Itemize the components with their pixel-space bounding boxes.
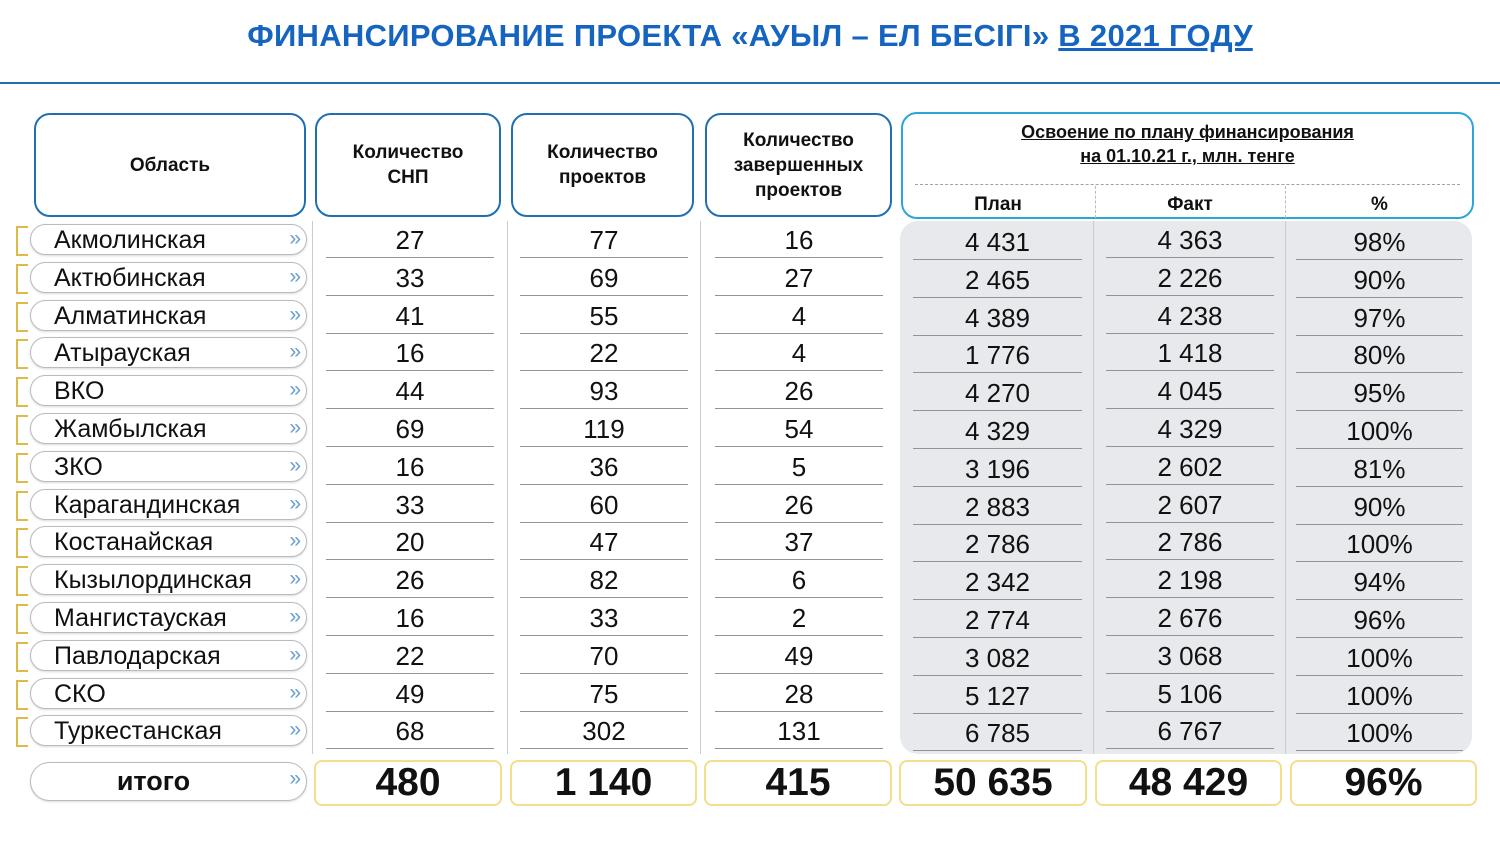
region-pill [30,678,307,709]
total-label-pill [30,762,307,801]
cell-snp: 26 [395,565,425,595]
row-bracket [16,717,28,747]
title-divider [0,82,1500,84]
header-financing-line1: Освоение по плану финансирования [1021,122,1354,142]
cell-underline [1106,559,1274,560]
header-completed [705,113,892,217]
cell-projects: 22 [589,338,619,368]
header-plan: План [974,194,1022,215]
row-bracket [16,566,28,596]
chevron-right-icon: » [289,340,301,363]
region-name: Павлодарская [54,642,221,670]
cell-underline [326,257,494,258]
cell-underline [715,257,883,258]
cell-projects: 33 [589,603,619,633]
cell-plan: 4 270 [964,378,1031,408]
cell-underline [520,484,688,485]
cell-underline [326,484,494,485]
cell-fact: 3 068 [1157,641,1223,671]
cell-fact: 5 106 [1157,679,1223,709]
cell-fact: 4 329 [1157,414,1223,444]
cell-underline [913,599,1082,600]
cell-underline [715,711,883,712]
cell-projects: 47 [589,527,619,557]
row-bracket [16,339,28,369]
cell-completed: 27 [784,263,814,293]
cell-underline [520,295,688,296]
header-snp-line2: СНП [387,167,429,188]
cell-completed: 6 [791,565,807,595]
cell-underline [715,484,883,485]
cell-snp: 69 [395,414,425,444]
cell-underline [1296,486,1463,487]
cell-fact: 4 363 [1157,225,1223,255]
cell-plan: 4 431 [964,227,1031,257]
cell-fact: 2 607 [1157,490,1223,520]
row-bracket [16,264,28,294]
cell-snp: 16 [395,603,425,633]
cell-underline [1296,561,1463,562]
total-projects: 1 140 [510,760,697,806]
header-completed-line3: проектов [754,179,843,201]
cell-underline [520,370,688,371]
total-percent: 96% [1290,760,1477,806]
cell-plan: 4 389 [964,303,1031,333]
header-projects-line1: Количество [547,142,658,163]
header-region [34,113,306,217]
cell-projects: 77 [589,225,619,255]
cell-completed: 37 [784,527,814,557]
region-name: Алматинская [54,302,207,330]
header-snp-line1: Количество [352,142,464,163]
region-name: ВКО [54,377,105,405]
header-financing-line2: на 01.10.21 г., млн. тенге [1080,146,1295,166]
cell-underline [1296,259,1463,260]
row-bracket [16,302,28,332]
row-bracket [16,453,28,483]
cell-fact: 1 418 [1157,338,1223,368]
cell-snp: 33 [395,490,425,520]
region-name: Кызылординская [54,566,252,594]
cell-underline [1296,675,1463,676]
column-separator [1093,221,1094,754]
total-label: итого [116,766,191,796]
row-bracket [16,226,28,256]
cell-underline [715,597,883,598]
cell-underline [1296,599,1463,600]
cell-percent: 100% [1346,643,1413,673]
chevron-right-icon: » [289,681,301,704]
cell-underline [913,410,1082,411]
cell-underline [715,446,883,447]
cell-underline [326,597,494,598]
chevron-right-icon: » [289,416,301,439]
cell-underline [715,333,883,334]
cell-underline [1296,524,1463,525]
cell-plan: 2 774 [964,605,1031,635]
cell-percent: 100% [1346,529,1413,559]
cell-underline [913,335,1082,336]
cell-snp: 22 [395,641,425,671]
cell-completed: 4 [791,301,807,331]
cell-underline [520,597,688,598]
cell-underline [520,257,688,258]
cell-fact: 2 602 [1157,452,1223,482]
cell-underline [913,675,1082,676]
cell-plan: 2 465 [964,265,1031,295]
cell-fact: 2 198 [1157,565,1223,595]
cell-fact: 6 767 [1157,716,1223,746]
cell-underline [715,748,883,749]
cell-snp: 68 [395,716,425,746]
cell-completed: 4 [791,338,807,368]
region-pill [30,640,307,671]
column-separator [312,221,313,754]
cell-completed: 26 [784,490,814,520]
chevron-right-icon: » [289,567,301,590]
region-name: Жамбылская [54,415,207,443]
cell-projects: 82 [589,565,619,595]
cell-underline [1296,335,1463,336]
row-bracket [16,528,28,558]
cell-underline [1106,597,1274,598]
cell-underline [326,711,494,712]
cell-underline [326,673,494,674]
header-financing-divider [915,184,1460,185]
cell-underline [326,333,494,334]
total-completed: 415 [704,760,892,806]
region-pill [30,564,307,595]
cell-plan: 2 786 [964,529,1031,559]
cell-underline [520,711,688,712]
cell-completed: 5 [791,452,807,482]
cell-underline [326,748,494,749]
chevron-right-icon: » [289,767,301,790]
cell-completed: 131 [777,716,821,746]
cell-underline [1296,448,1463,449]
total-fact: 48 429 [1095,760,1282,806]
region-name: Костанайская [54,528,214,556]
cell-percent: 80% [1353,340,1406,370]
cell-plan: 6 785 [964,718,1031,748]
region-pill [30,224,307,255]
region-pill [30,375,307,406]
cell-underline [913,637,1082,638]
cell-underline [1106,295,1274,296]
cell-percent: 95% [1353,378,1406,408]
region-pill [30,489,307,520]
region-name: Актюбинская [54,264,206,292]
cell-snp: 44 [395,376,425,406]
chevron-right-icon: » [289,718,301,741]
cell-fact: 2 226 [1157,263,1223,293]
cell-underline [913,297,1082,298]
chevron-right-icon: » [289,378,301,401]
cell-underline [1296,713,1463,714]
cell-completed: 16 [784,225,814,255]
region-pill [30,715,307,746]
cell-snp: 33 [395,263,425,293]
cell-underline [913,448,1082,449]
cell-plan: 5 127 [964,681,1031,711]
header-completed-line2: завершенных [733,154,864,176]
cell-underline [326,635,494,636]
cell-underline [1106,635,1274,636]
row-bracket [16,680,28,710]
cell-underline [1106,522,1274,523]
cell-projects: 60 [589,490,619,520]
cell-percent: 96% [1353,605,1406,635]
cell-underline [520,446,688,447]
cell-underline [1296,410,1463,411]
region-name: Атырауская [54,339,191,367]
cell-underline [715,635,883,636]
header-completed-line1: Количество [743,129,854,151]
cell-underline [913,259,1082,260]
cell-percent: 97% [1353,303,1406,333]
cell-snp: 41 [395,301,425,331]
region-pill [30,602,307,633]
region-pill [30,451,307,482]
cell-percent: 94% [1353,567,1406,597]
cell-underline [520,522,688,523]
cell-completed: 28 [784,679,814,709]
cell-underline [715,559,883,560]
cell-percent: 98% [1353,227,1406,257]
cell-underline [913,486,1082,487]
cell-completed: 54 [784,414,814,444]
chevron-right-icon: » [289,529,301,552]
cell-completed: 2 [791,603,807,633]
cell-underline [326,295,494,296]
column-separator [1285,221,1286,754]
cell-snp: 49 [395,679,425,709]
cell-plan: 1 776 [964,340,1031,370]
chevron-right-icon: » [289,643,301,666]
cell-percent: 100% [1346,681,1413,711]
total-snp: 480 [314,760,502,806]
header-projects [511,113,694,217]
header-financing-title [903,120,1472,168]
region-name: Мангистауская [54,604,227,632]
chevron-right-icon: » [289,492,301,515]
chevron-right-icon: » [289,303,301,326]
page-title [0,18,1500,54]
cell-percent: 100% [1346,416,1413,446]
cell-underline [326,370,494,371]
row-bracket [16,604,28,634]
chevron-right-icon: » [289,265,301,288]
cell-projects: 302 [582,716,626,746]
region-pill [30,526,307,557]
header-financing [901,112,1474,219]
cell-underline [520,635,688,636]
cell-underline [1106,748,1274,749]
cell-underline [715,295,883,296]
column-separator [700,221,701,754]
row-bracket [16,491,28,521]
region-pill [30,337,307,368]
cell-underline [1106,673,1274,674]
cell-percent: 90% [1353,492,1406,522]
cell-percent: 90% [1353,265,1406,295]
chevron-right-icon: » [289,227,301,250]
cell-fact: 2 676 [1157,603,1223,633]
region-name: СКО [54,680,106,708]
cell-underline [1106,333,1274,334]
region-name: Акмолинская [54,226,206,254]
cell-underline [1106,711,1274,712]
region-name: ЗКО [54,453,103,481]
cell-underline [1106,257,1274,258]
cell-underline [520,673,688,674]
cell-underline [326,408,494,409]
cell-fact: 2 786 [1157,527,1223,557]
cell-underline [520,333,688,334]
cell-snp: 27 [395,225,425,255]
header-fact: Факт [1167,194,1213,215]
cell-underline [1296,750,1463,751]
region-pill [30,262,307,293]
cell-underline [715,522,883,523]
cell-underline [1106,446,1274,447]
row-bracket [16,377,28,407]
cell-underline [913,750,1082,751]
cell-percent: 81% [1353,454,1406,484]
title-main: ФИНАНСИРОВАНИЕ ПРОЕКТА «АУЫЛ – ЕЛ БЕСІГІ» [247,18,1050,53]
cell-projects: 75 [589,679,619,709]
cell-underline [913,372,1082,373]
cell-projects: 119 [583,414,625,444]
header-region-label: Область [129,154,211,176]
cell-snp: 16 [395,338,425,368]
cell-underline [326,446,494,447]
cell-underline [326,559,494,560]
cell-snp: 16 [395,452,425,482]
cell-underline [913,713,1082,714]
cell-percent: 100% [1346,718,1413,748]
region-name: Туркестанская [54,717,222,745]
cell-plan: 2 342 [964,567,1031,597]
cell-plan: 3 196 [964,454,1031,484]
cell-fact: 4 238 [1157,301,1223,331]
cell-underline [715,370,883,371]
column-separator [507,221,508,754]
cell-fact: 4 045 [1157,376,1223,406]
region-pill [30,300,307,331]
header-projects-line2: проектов [558,167,647,188]
cell-completed: 26 [784,376,814,406]
header-percent: % [1371,194,1388,215]
cell-projects: 70 [589,641,619,671]
cell-underline [913,561,1082,562]
total-plan: 50 635 [899,760,1087,806]
chevron-right-icon: » [289,605,301,628]
header-snp [315,113,501,217]
cell-underline [1296,297,1463,298]
cell-underline [326,522,494,523]
cell-underline [715,408,883,409]
cell-completed: 49 [784,641,814,671]
cell-projects: 93 [589,376,619,406]
cell-underline [913,524,1082,525]
cell-projects: 69 [589,263,619,293]
row-bracket [16,415,28,445]
cell-underline [1296,637,1463,638]
row-bracket [16,642,28,672]
cell-underline [520,559,688,560]
cell-underline [1106,484,1274,485]
cell-plan: 2 883 [964,492,1031,522]
cell-plan: 4 329 [964,416,1031,446]
chevron-right-icon: » [289,454,301,477]
cell-underline [1106,408,1274,409]
cell-underline [1106,370,1274,371]
cell-underline [715,673,883,674]
cell-underline [1296,372,1463,373]
cell-plan: 3 082 [964,643,1031,673]
cell-projects: 36 [589,452,619,482]
cell-snp: 20 [395,527,425,557]
cell-underline [520,408,688,409]
region-pill [30,413,307,444]
title-year: В 2021 ГОДУ [1058,18,1253,53]
cell-underline [520,748,688,749]
region-name: Карагандинская [54,491,241,519]
cell-projects: 55 [589,301,619,331]
